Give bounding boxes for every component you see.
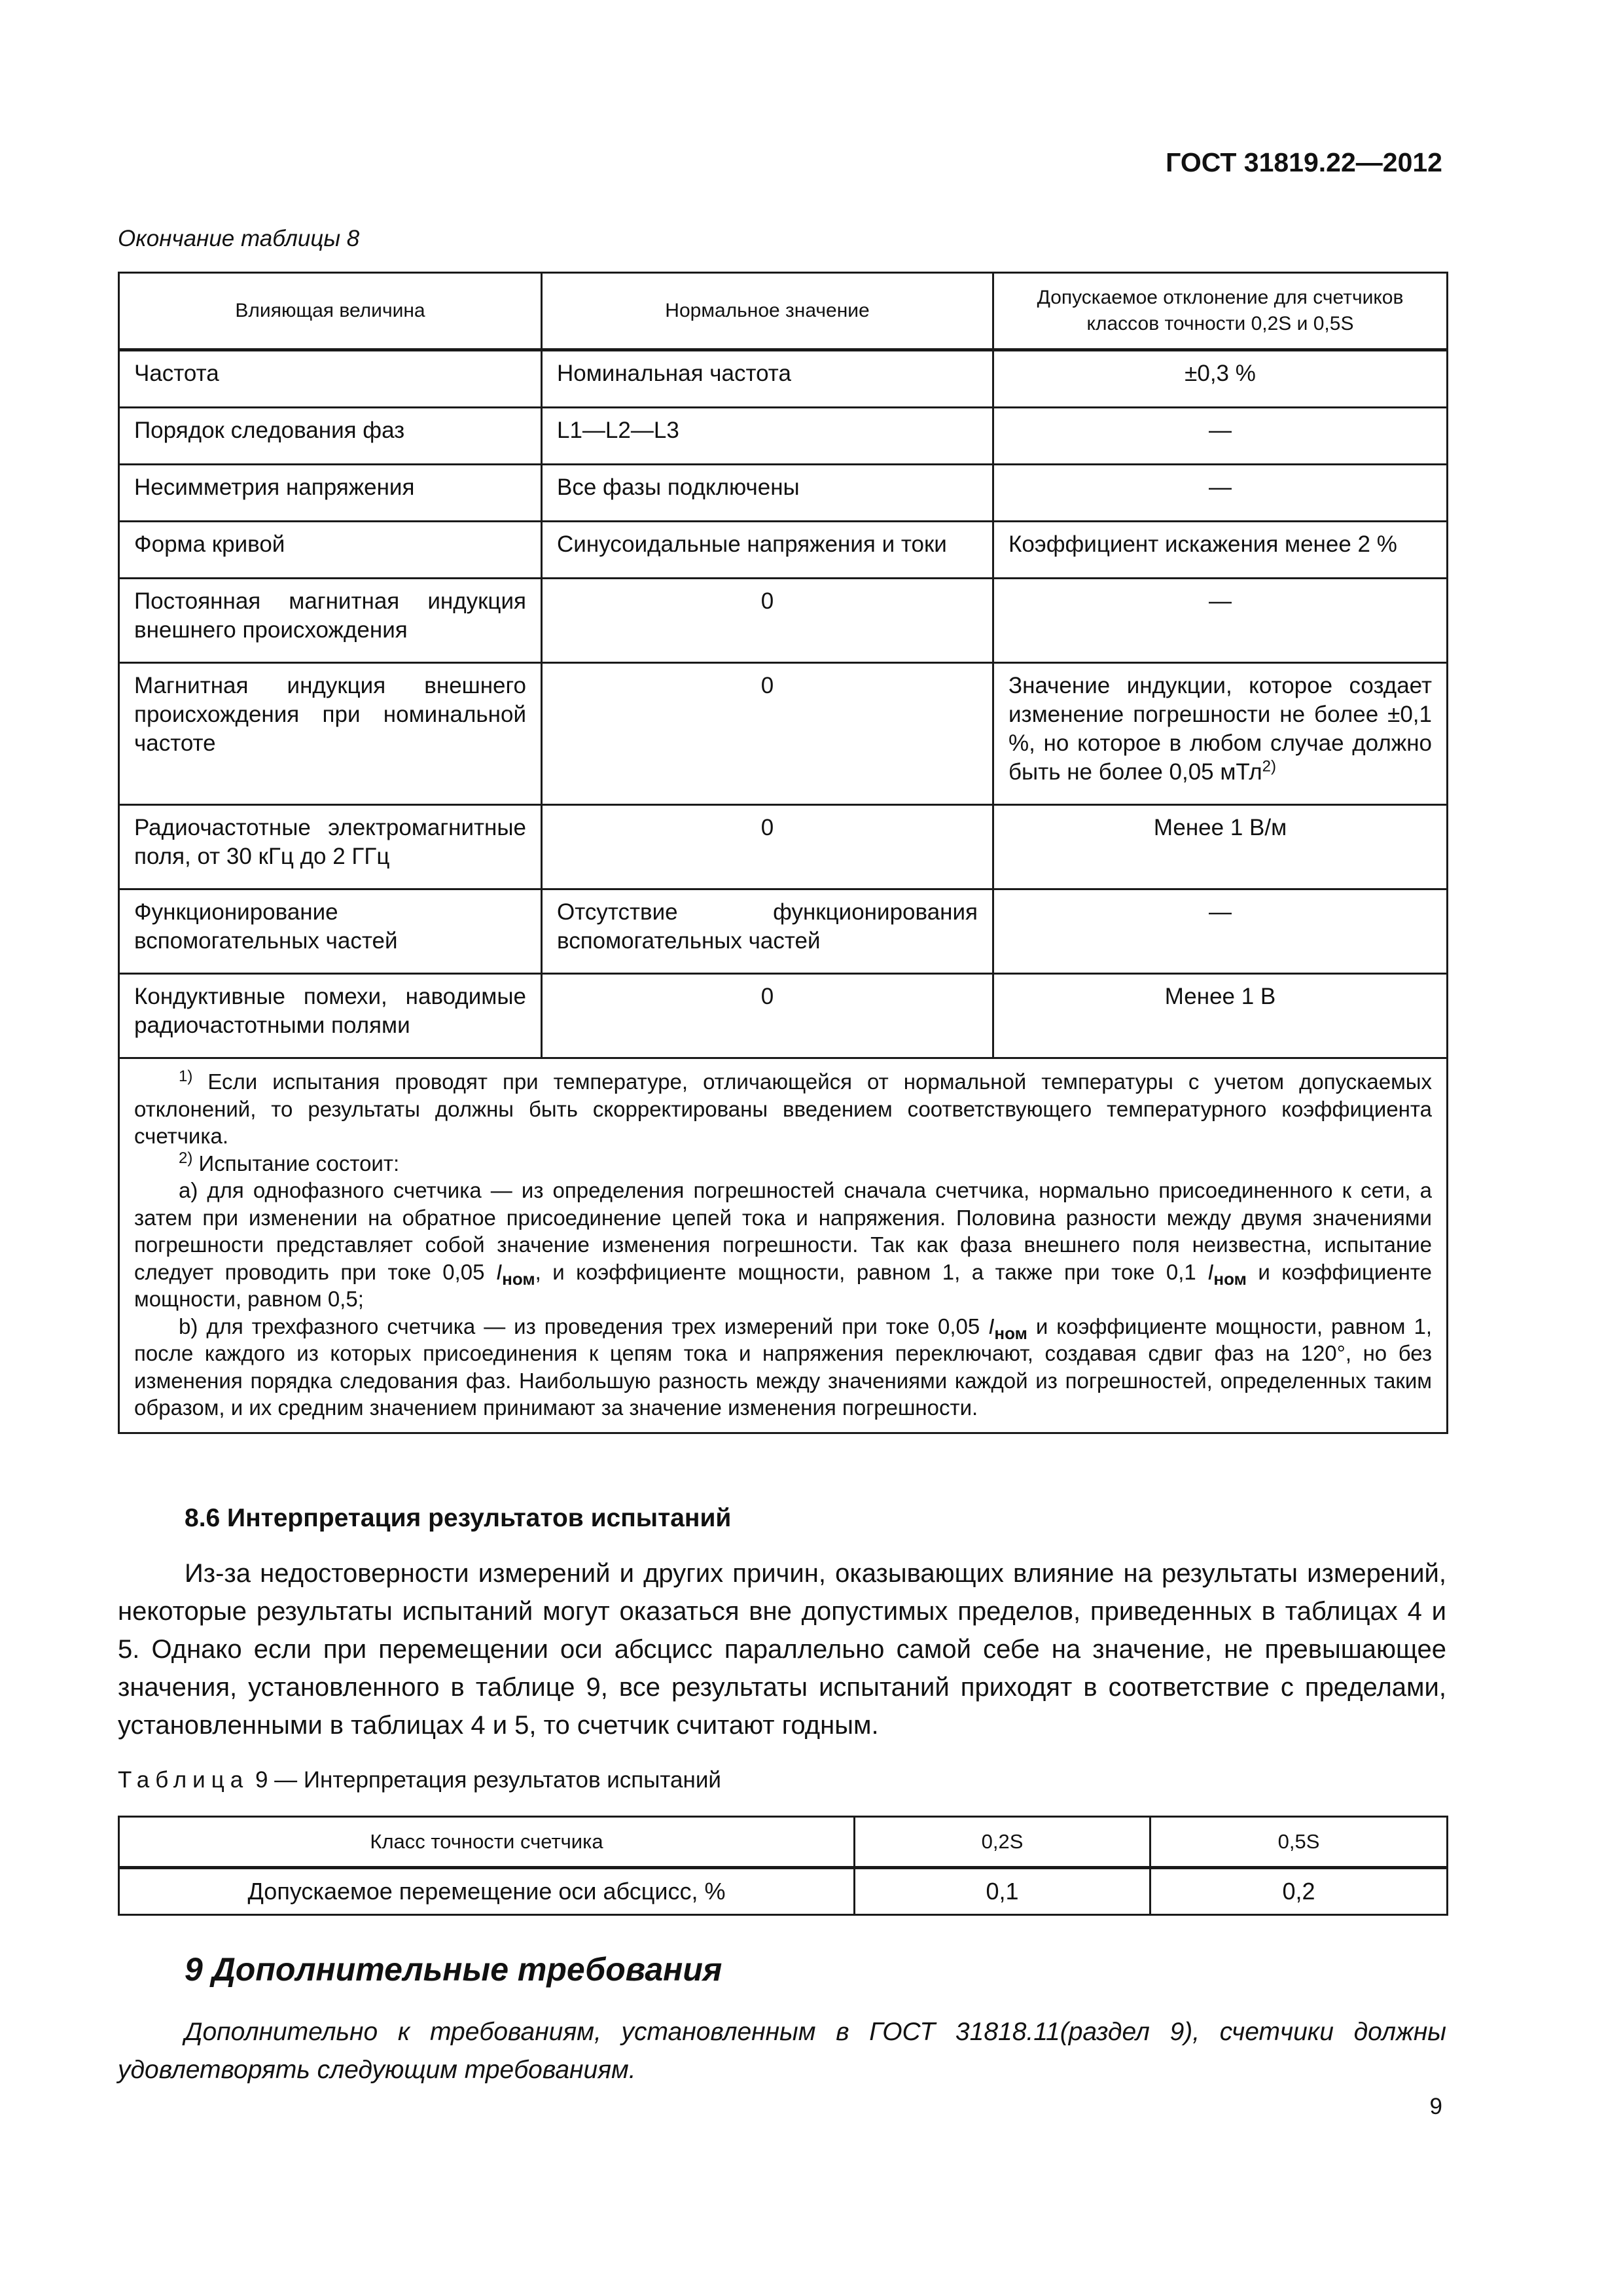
normal-value-cell: Номинальная частота: [542, 350, 993, 408]
quantity-cell: Несимметрия напряжения: [119, 465, 542, 522]
table9-col-class: Класс точности счетчика: [119, 1817, 855, 1868]
deviation-cell: —: [993, 465, 1448, 522]
quantity-cell: Форма кривой: [119, 522, 542, 579]
item-b-text-2: и коэффициенте мощности, равном 1, после каждого из которых присоединения к цепям тока и напряжения переключают, создавая сдвиг фаз на 120°, но без изменения порядка следования фаз. Наибольшую разность между значениями каждой из погрешностей, определенных таким образом, и их средним значением принимают за значение изменения погрешности.: [134, 1314, 1432, 1420]
table8-footnotes-row: [119, 1058, 1448, 1433]
quantity-cell: Постоянная магнитная индукция внешнего происхождения: [119, 579, 542, 663]
table9-value-02s: 0,1: [855, 1868, 1150, 1915]
footnote-2-text: Испытание состоит:: [198, 1151, 400, 1175]
deviation-cell: —: [993, 889, 1448, 974]
table-row: [119, 350, 1448, 408]
item-a-text-2: , и коэффициенте мощности, равном 1, а также при токе 0,1: [535, 1259, 1196, 1284]
section-8-6-paragraph: Из-за недостоверности измерений и других причин, оказывающих влияние на результаты измерений, некоторые результаты испытаний могут оказаться вне допустимых пределов, приведенных в таблицах 4 и 5. Однако если при перемещении оси абсцисс параллельно самой себе на значение, не превышающее значения, установленного в таблице 9, все результаты испытаний приходят в соответствие с пределами, установленными в таблицах 4 и 5, то счетчик считают годным.: [118, 1559, 1446, 1740]
deviation-cell: —: [993, 579, 1448, 663]
quantity-cell: Порядок следования фаз: [119, 408, 542, 465]
quantity-cell: Функционирование вспомогательных частей: [119, 889, 542, 974]
normal-value-cell: Все фазы подключены: [542, 465, 993, 522]
normal-value-cell: Синусоидальные напряжения и токи: [542, 522, 993, 579]
table9-caption-word: Таблица: [118, 1767, 249, 1793]
quantity-cell: Магнитная индукция внешнего происхождения при номинальной частоте: [119, 663, 542, 805]
normal-word-1: Отсутствие: [557, 899, 678, 925]
table9-row-label: Допускаемое перемещение оси абсцисс, %: [119, 1868, 855, 1915]
table8-header-row: [119, 273, 1448, 350]
table-row: [119, 805, 1448, 889]
footnote-mark-1: 1): [179, 1067, 193, 1085]
current-symbol: I: [495, 1259, 503, 1284]
normal-value-cell: L1—L2—L3: [542, 408, 993, 465]
normal-value-cell: 0: [542, 579, 993, 663]
deviation-cell: Коэффициент искажения менее 2 %: [993, 522, 1448, 579]
item-b-text-1: b) для трехфазного счетчика — из проведения трех измерений при токе 0,05: [179, 1314, 980, 1338]
table9-header-row: [119, 1817, 1448, 1868]
footnote-ref-2: 2): [1262, 757, 1277, 776]
footnote-2-item-b: [134, 1313, 1432, 1422]
table-row: [119, 522, 1448, 579]
current-subscript: ном: [502, 1268, 535, 1289]
page-number: 9: [1429, 2094, 1442, 2119]
table-row: [119, 1868, 1448, 1915]
table8-footnotes: [119, 1058, 1448, 1433]
current-symbol: I: [1207, 1259, 1214, 1284]
current-symbol: I: [988, 1314, 995, 1338]
table-row: [119, 889, 1448, 974]
deviation-text: Значение индукции, которое создает изменение погрешности не более ±0,1 %, но которое в любом случае должно быть не более 0,05 мТл: [1008, 673, 1432, 785]
table8-continuation-caption: Окончание таблицы 8: [118, 226, 360, 251]
table9-col-02s: 0,2S: [855, 1817, 1150, 1868]
footnote-1: [134, 1068, 1432, 1150]
document-code: ГОСТ 31819.22—2012: [1166, 147, 1442, 177]
table9-col-05s: 0,5S: [1150, 1817, 1448, 1868]
item-a-text-3: и коэффициенте мощности, равном 0,5;: [134, 1259, 1432, 1311]
normal-value-cell: 0: [542, 805, 993, 889]
quantity-cell: Радиочастотные электромагнитные поля, от 30 кГц до 2 ГГц: [119, 805, 542, 889]
deviation-cell: [993, 663, 1448, 805]
deviation-cell: —: [993, 408, 1448, 465]
footnote-2-item-a: [134, 1177, 1432, 1313]
section-8-6-title: 8.6 Интерпретация результатов испытаний: [185, 1504, 732, 1532]
current-subscript: ном: [994, 1323, 1027, 1343]
current-subscript: ном: [1213, 1268, 1247, 1289]
table9-value-05s: 0,2: [1150, 1868, 1448, 1915]
footnote-mark-2: 2): [179, 1149, 193, 1167]
table-8: [118, 272, 1448, 1434]
deviation-cell: Менее 1 В: [993, 974, 1448, 1058]
normal-value-cell: 0: [542, 663, 993, 805]
quantity-cell: Кондуктивные помехи, наводимые радиочастотными полями: [119, 974, 542, 1058]
table-row: [119, 408, 1448, 465]
normal-word-2: функционирования: [773, 899, 978, 925]
normal-value-cell: [542, 889, 993, 974]
table8-col-deviation: Допускаемое отклонение для счетчиков классов точности 0,2S и 0,5S: [993, 273, 1448, 350]
table-row: [119, 974, 1448, 1058]
section-9-paragraph: Дополнительно к требованиям, установленным в ГОСТ 31818.11(раздел 9), счетчики должны удовлетворять следующим требованиям.: [118, 2018, 1446, 2084]
table9-caption-rest: 9 — Интерпретация результатов испытаний: [255, 1767, 721, 1793]
footnote-1-text: Если испытания проводят при температуре, отличающейся от нормальной температуры с учетом допускаемых отклонений, то результаты должны быть скорректированы введением соответствующего температурного коэффициента счетчика.: [134, 1069, 1433, 1148]
quantity-cell: Частота: [119, 350, 542, 408]
item-a-text-1: а) для однофазного счетчика — из определения погрешностей сначала счетчика, нормально присоединенного к сети, а затем при изменении на обратное присоединение цепей тока и напряжения. Половина разности между двумя значениями погрешности представляет собой значение изменения погрешности. Так как фаза внешнего поля неизвестна, испытание следует проводить при токе 0,05: [134, 1178, 1432, 1284]
table9-caption: [118, 1767, 721, 1793]
table-row: [119, 663, 1448, 805]
table-row: [119, 465, 1448, 522]
table-9: [118, 1816, 1448, 1916]
section-9-title: 9 Дополнительные требования: [185, 1951, 722, 1988]
normal-value-cell: 0: [542, 974, 993, 1058]
footnote-2: [134, 1150, 1432, 1177]
deviation-cell: ±0,3 %: [993, 350, 1448, 408]
table8-col-normal: Нормальное значение: [542, 273, 993, 350]
table-row: [119, 579, 1448, 663]
table8-col-quantity: Влияющая величина: [119, 273, 542, 350]
deviation-cell: Менее 1 В/м: [993, 805, 1448, 889]
normal-line-2: вспомогательных частей: [557, 928, 821, 954]
